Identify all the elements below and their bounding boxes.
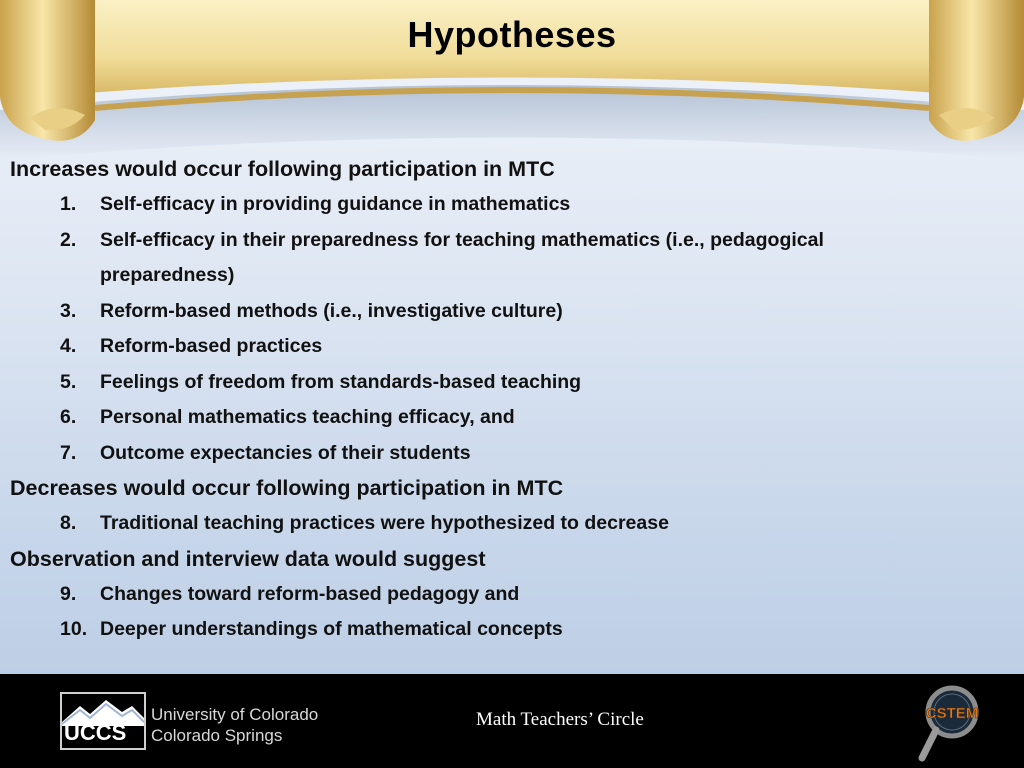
hypothesis-list — [10, 187, 1010, 471]
item-text: Deeper understandings of mathematical concepts — [100, 618, 563, 640]
cstem-magnifier-logo — [912, 682, 992, 768]
item-number: 2. — [60, 228, 77, 251]
list-item — [10, 329, 1010, 365]
list-item — [10, 223, 1010, 294]
list-item — [10, 365, 1010, 401]
list-item — [10, 612, 1010, 648]
list-item — [10, 436, 1010, 472]
section-heading: Decreases would occur following participation in MTC — [10, 476, 564, 500]
hypothesis-list — [10, 506, 1010, 542]
item-number: 9. — [60, 582, 77, 605]
list-item — [10, 187, 1010, 223]
footer-center-text: Math Teachers’ Circle — [476, 709, 644, 730]
list-item — [10, 577, 1010, 613]
item-text: Personal mathematics teaching efficacy, and — [100, 406, 515, 428]
item-number: 10. — [60, 618, 88, 640]
badge-text: CSTEM — [925, 705, 979, 722]
item-number: 6. — [60, 406, 77, 428]
item-number: 7. — [60, 441, 77, 464]
item-number: 4. — [60, 335, 77, 357]
list-item — [10, 400, 1010, 436]
item-text: Traditional teaching practices were hypothesized to decrease — [100, 512, 669, 534]
section-heading: Observation and interview data would suggest — [10, 546, 486, 571]
hypothesis-list — [10, 577, 1010, 648]
item-number: 8. — [60, 512, 77, 534]
item-text: Reform-based methods (i.e., investigative culture) — [100, 299, 563, 322]
section-observation — [10, 542, 1010, 648]
item-text: Self-efficacy in their preparedness for teaching mathematics (i.e., pedagogical preparedness) — [100, 228, 824, 286]
uccs-logo — [60, 692, 146, 750]
logo-text: UCCS — [64, 720, 127, 745]
footer-bar — [0, 674, 1024, 768]
item-number: 5. — [60, 370, 77, 393]
list-item — [10, 294, 1010, 330]
item-number: 3. — [60, 299, 77, 322]
item-number: 1. — [60, 193, 77, 215]
university-line2: Colorado Springs — [151, 726, 283, 745]
item-text: Self-efficacy in providing guidance in mathematics — [100, 193, 571, 215]
section-heading: Increases would occur following participation in MTC — [10, 157, 555, 181]
content-body — [10, 152, 1010, 648]
slide-title: Hypotheses — [407, 14, 617, 55]
item-text: Feelings of freedom from standards-based teaching — [100, 370, 582, 393]
item-text: Changes toward reform-based pedagogy and — [100, 582, 520, 605]
university-line1: University of Colorado — [151, 705, 319, 724]
item-text: Outcome expectancies of their students — [100, 441, 471, 464]
section-increases — [10, 152, 1010, 471]
university-name — [151, 704, 318, 746]
item-text: Reform-based practices — [100, 335, 323, 357]
list-item — [10, 506, 1010, 542]
section-decreases — [10, 471, 1010, 542]
